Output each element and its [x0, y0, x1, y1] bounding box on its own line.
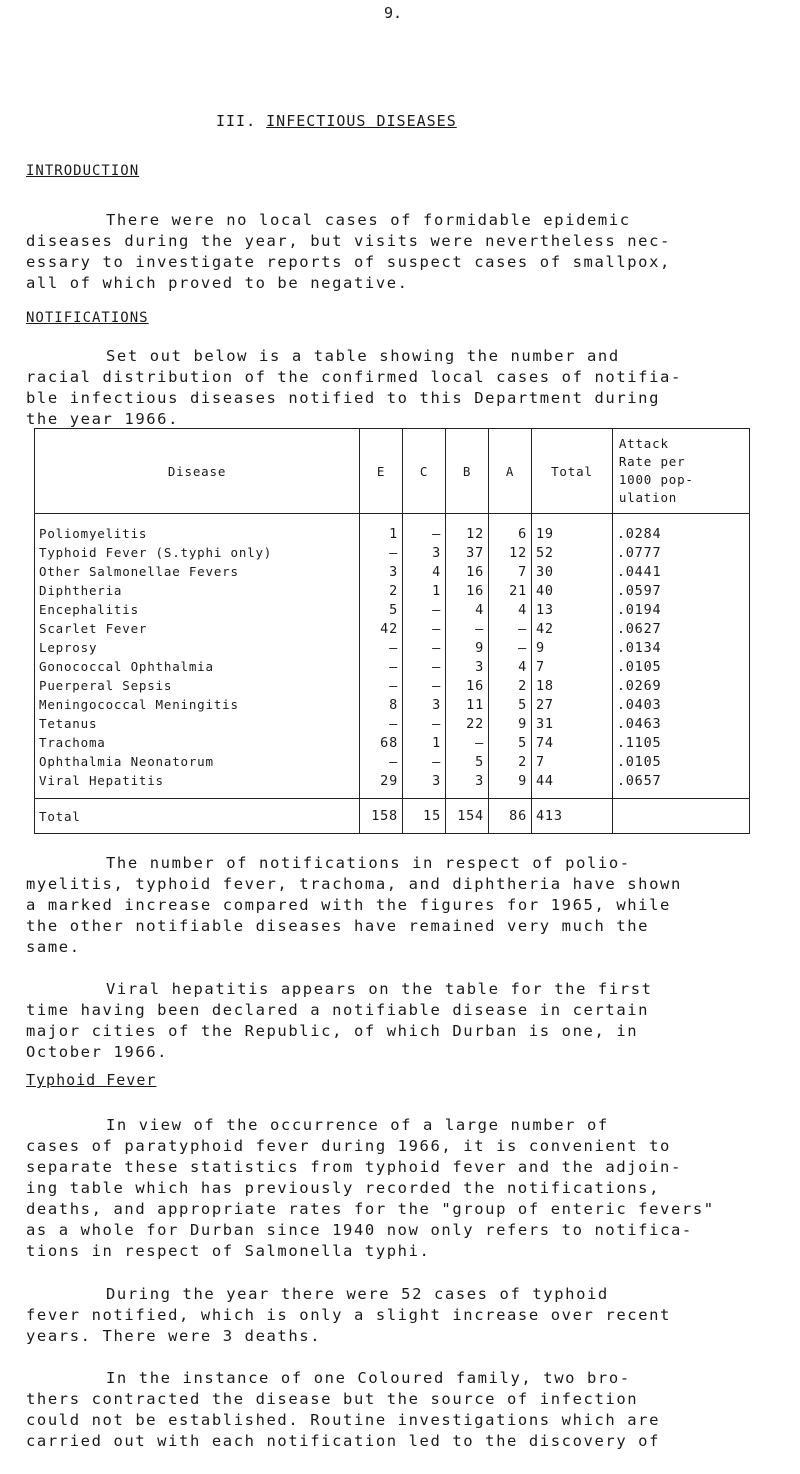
- header-e: E: [360, 429, 403, 514]
- cell-b: 16: [446, 676, 489, 695]
- cell-c: 1: [403, 581, 446, 600]
- cell-total: 7: [532, 657, 613, 676]
- cell-a: 9: [489, 771, 532, 799]
- chapter-number: III.: [216, 112, 257, 130]
- header-total: Total: [532, 429, 613, 514]
- cell-rate: .0194: [612, 600, 749, 619]
- paragraph-coloured-family: [26, 1368, 786, 1452]
- cell-disease: Poliomyelitis: [35, 514, 360, 544]
- text-line: the other notifiable diseases have remained very much the: [26, 917, 650, 935]
- text-line: ing table which has previously recorded the notifications,: [26, 1179, 661, 1197]
- table-row: [35, 695, 750, 714]
- cell-disease: Leprosy: [35, 638, 360, 657]
- text-line: deaths, and appropriate rates for the "group of enteric fevers": [26, 1200, 715, 1218]
- cell-disease: Puerperal Sepsis: [35, 676, 360, 695]
- paragraph-viral-hepatitis: [26, 979, 786, 1063]
- cell-disease: Diphtheria: [35, 581, 360, 600]
- cell-a: –: [489, 619, 532, 638]
- cell-a: 5: [489, 733, 532, 752]
- cell-c: 3: [403, 543, 446, 562]
- total-e: 158: [360, 799, 403, 834]
- table-row: [35, 514, 750, 544]
- text-line: There were no local cases of formidable epidemic: [106, 211, 631, 229]
- cell-c: –: [403, 638, 446, 657]
- cell-c: 3: [403, 695, 446, 714]
- cell-e: 42: [360, 619, 403, 638]
- table-row: [35, 771, 750, 799]
- cell-e: –: [360, 657, 403, 676]
- text-line: same.: [26, 938, 81, 956]
- cell-e: 8: [360, 695, 403, 714]
- header-c: C: [403, 429, 446, 514]
- cell-a: 7: [489, 562, 532, 581]
- cell-e: –: [360, 543, 403, 562]
- cell-total: 40: [532, 581, 613, 600]
- text-line: a marked increase compared with the figures for 1965, while: [26, 896, 671, 914]
- typhoid-fever-heading: Typhoid Fever: [26, 1071, 157, 1089]
- total-c: 15: [403, 799, 446, 834]
- cell-disease: Other Salmonellae Fevers: [35, 562, 360, 581]
- cell-rate: .0627: [612, 619, 749, 638]
- table-row: [35, 638, 750, 657]
- cell-a: 2: [489, 752, 532, 771]
- paragraph-paratyphoid: [26, 1115, 786, 1262]
- notifications-paragraph: [26, 346, 786, 430]
- cell-e: –: [360, 676, 403, 695]
- text-line: In view of the occurrence of a large number of: [106, 1116, 609, 1134]
- table-row: [35, 562, 750, 581]
- table-row: [35, 752, 750, 771]
- total-total: 413: [532, 799, 613, 834]
- cell-b: 12: [446, 514, 489, 544]
- text-line: ble infectious diseases notified to this Department during: [26, 389, 661, 407]
- cell-c: –: [403, 514, 446, 544]
- cell-c: 1: [403, 733, 446, 752]
- cell-rate: .0657: [612, 771, 749, 799]
- cell-rate: .0284: [612, 514, 749, 544]
- cell-a: –: [489, 638, 532, 657]
- text-line: racial distribution of the confirmed local cases of notifia-: [26, 368, 682, 386]
- introduction-paragraph: [26, 210, 786, 294]
- header-b: B: [446, 429, 489, 514]
- chapter-title: INFECTIOUS DISEASES: [266, 112, 457, 130]
- cell-b: –: [446, 619, 489, 638]
- table-row: [35, 543, 750, 562]
- table-row: [35, 733, 750, 752]
- table-total-row: [35, 799, 750, 834]
- cell-a: 5: [489, 695, 532, 714]
- text-line: The number of notifications in respect of polio-: [106, 854, 631, 872]
- cell-e: –: [360, 714, 403, 733]
- cell-rate: .0441: [612, 562, 749, 581]
- cell-c: –: [403, 714, 446, 733]
- cell-total: 18: [532, 676, 613, 695]
- header-a: A: [489, 429, 532, 514]
- cell-total: 30: [532, 562, 613, 581]
- cell-b: 37: [446, 543, 489, 562]
- text-line: essary to investigate reports of suspect cases of smallpox,: [26, 253, 671, 271]
- cell-total: 7: [532, 752, 613, 771]
- cell-disease: Tetanus: [35, 714, 360, 733]
- text-line: the year 1966.: [26, 410, 180, 428]
- text-line: myelitis, typhoid fever, trachoma, and diphtheria have shown: [26, 875, 682, 893]
- cell-e: 3: [360, 562, 403, 581]
- table-row: [35, 676, 750, 695]
- cell-total: 19: [532, 514, 613, 544]
- text-line: diseases during the year, but visits were nevertheless nec-: [26, 232, 671, 250]
- text-line: In the instance of one Coloured family, two bro-: [106, 1369, 631, 1387]
- text-line: Viral hepatitis appears on the table for the first: [106, 980, 653, 998]
- header-disease: Disease: [35, 429, 360, 514]
- cell-a: 4: [489, 657, 532, 676]
- table-row: [35, 714, 750, 733]
- cell-e: 2: [360, 581, 403, 600]
- cell-b: 5: [446, 752, 489, 771]
- cell-a: 6: [489, 514, 532, 544]
- cell-disease: Trachoma: [35, 733, 360, 752]
- cell-e: –: [360, 752, 403, 771]
- table-header-row: [35, 429, 750, 514]
- cell-a: 2: [489, 676, 532, 695]
- cell-disease: Gonococcal Ophthalmia: [35, 657, 360, 676]
- cell-rate: .0134: [612, 638, 749, 657]
- text-line: During the year there were 52 cases of typhoid: [106, 1285, 609, 1303]
- cell-rate: .0777: [612, 543, 749, 562]
- cell-b: 16: [446, 562, 489, 581]
- cell-rate: .0403: [612, 695, 749, 714]
- cell-rate: .0269: [612, 676, 749, 695]
- cell-total: 31: [532, 714, 613, 733]
- introduction-heading: INTRODUCTION: [26, 163, 140, 179]
- text-line: as a whole for Durban since 1940 now only refers to notifica-: [26, 1221, 693, 1239]
- cell-total: 27: [532, 695, 613, 714]
- cell-b: 4: [446, 600, 489, 619]
- cell-rate: .0463: [612, 714, 749, 733]
- cell-b: 11: [446, 695, 489, 714]
- cell-total: 44: [532, 771, 613, 799]
- text-line: carried out with each notification led to the discovery of: [26, 1432, 661, 1450]
- header-attack-rate: Attack Rate per 1000 pop- ulation: [612, 429, 749, 514]
- cell-b: 3: [446, 657, 489, 676]
- page-number: 9.: [384, 4, 403, 22]
- cell-b: 3: [446, 771, 489, 799]
- table-row: [35, 600, 750, 619]
- text-line: Set out below is a table showing the number and: [106, 347, 620, 365]
- text-line: time having been declared a notifiable disease in certain: [26, 1001, 650, 1019]
- cell-rate: .0105: [612, 752, 749, 771]
- text-line: all of which proved to be negative.: [26, 274, 409, 292]
- cell-e: 5: [360, 600, 403, 619]
- cell-disease: Typhoid Fever (S.typhi only): [35, 543, 360, 562]
- cell-a: 4: [489, 600, 532, 619]
- text-line: tions in respect of Salmonella typhi.: [26, 1242, 431, 1260]
- cell-e: 1: [360, 514, 403, 544]
- cell-c: –: [403, 619, 446, 638]
- cell-e: 68: [360, 733, 403, 752]
- cell-a: 21: [489, 581, 532, 600]
- total-a: 86: [489, 799, 532, 834]
- text-line: October 1966.: [26, 1043, 169, 1061]
- paragraph-increase: [26, 853, 786, 958]
- cell-total: 74: [532, 733, 613, 752]
- cell-total: 13: [532, 600, 613, 619]
- cell-total: 42: [532, 619, 613, 638]
- cell-disease: Scarlet Fever: [35, 619, 360, 638]
- table-row: [35, 657, 750, 676]
- cell-disease: Ophthalmia Neonatorum: [35, 752, 360, 771]
- text-line: major cities of the Republic, of which Durban is one, in: [26, 1022, 639, 1040]
- total-label: Total: [35, 799, 360, 834]
- cell-total: 52: [532, 543, 613, 562]
- text-line: thers contracted the disease but the source of infection: [26, 1390, 639, 1408]
- cell-b: –: [446, 733, 489, 752]
- cell-disease: Encephalitis: [35, 600, 360, 619]
- total-rate: [612, 799, 749, 834]
- chapter-heading: [216, 112, 457, 130]
- cell-e: –: [360, 638, 403, 657]
- cell-disease: Viral Hepatitis: [35, 771, 360, 799]
- text-line: separate these statistics from typhoid fever and the adjoin-: [26, 1158, 682, 1176]
- cell-c: 3: [403, 771, 446, 799]
- cell-b: 16: [446, 581, 489, 600]
- cell-c: –: [403, 657, 446, 676]
- cell-c: –: [403, 752, 446, 771]
- text-line: fever notified, which is only a slight increase over recent: [26, 1306, 671, 1324]
- notifications-table: [34, 428, 750, 834]
- cell-rate: .0597: [612, 581, 749, 600]
- cell-total: 9: [532, 638, 613, 657]
- text-line: could not be established. Routine investigations which are: [26, 1411, 661, 1429]
- cell-c: 4: [403, 562, 446, 581]
- cell-a: 9: [489, 714, 532, 733]
- text-line: cases of paratyphoid fever during 1966, it is convenient to: [26, 1137, 671, 1155]
- cell-rate: .1105: [612, 733, 749, 752]
- cell-b: 9: [446, 638, 489, 657]
- cell-c: –: [403, 676, 446, 695]
- cell-e: 29: [360, 771, 403, 799]
- table-row: [35, 619, 750, 638]
- cell-rate: .0105: [612, 657, 749, 676]
- cell-b: 22: [446, 714, 489, 733]
- table-row: [35, 581, 750, 600]
- paragraph-typhoid-cases: [26, 1284, 786, 1347]
- cell-a: 12: [489, 543, 532, 562]
- cell-c: –: [403, 600, 446, 619]
- total-b: 154: [446, 799, 489, 834]
- text-line: years. There were 3 deaths.: [26, 1327, 322, 1345]
- notifications-heading: NOTIFICATIONS: [26, 310, 149, 326]
- cell-disease: Meningococcal Meningitis: [35, 695, 360, 714]
